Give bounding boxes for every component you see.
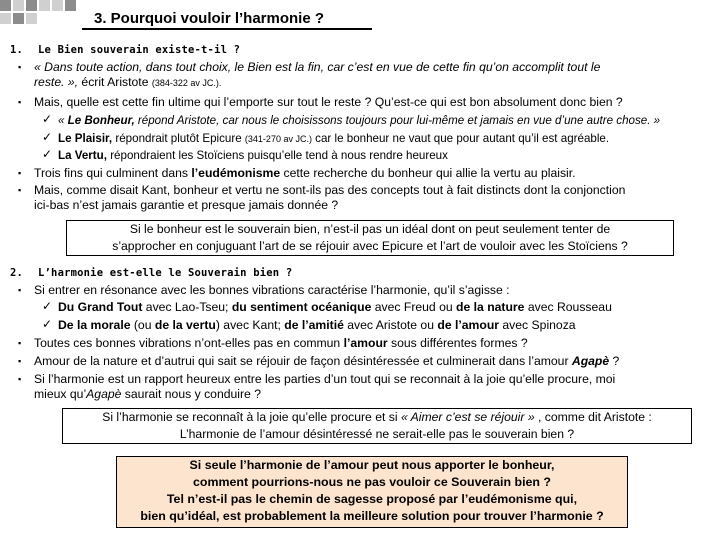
square-bullet-icon: ▪ <box>18 374 22 384</box>
conclusion-line-3: Tel n’est-il pas le chemin de sagesse proposé par l’eudémonisme qui, <box>166 492 578 506</box>
term-eudemonisme: l’eudémonisme <box>191 166 281 180</box>
s1-check-1: ✓ « Le Bonheur, répond Aristote, car nous le choisissons toujours pour lui-même et jamais en vue d’une autre chose. » <box>42 112 661 127</box>
check-icon: ✓ <box>42 147 53 161</box>
section-2-title: L’harmonie est-elle le Souverain bien ? <box>38 267 293 279</box>
section-2-heading <box>10 265 292 279</box>
slide-title: 3. Pourquoi vouloir l’harmonie ? <box>94 10 325 27</box>
square-bullet-icon: ▪ <box>18 285 22 295</box>
section-1-heading <box>10 42 240 56</box>
s2-bullet-4: ▪ Si l’harmonie est un rapport heureux entre les parties d’un tout qui se reconnait à la joie qu’elle procure, moi mieux qu’Agapè saurait nous y conduire ? <box>18 372 616 401</box>
s2-check-1: ✓ Du Grand Tout avec Lao-Tseu; du sentiment océanique avec Freud ou de la nature avec Rousseau <box>42 299 612 314</box>
s1-bullet-1-cont: reste. », écrit Aristote (384-322 av JC.). <box>34 75 222 89</box>
title-decoration <box>0 0 80 24</box>
s1-bullet-1 <box>18 60 601 75</box>
s2-question-box: Si l’harmonie se reconnaît à la joie qu’elle procure et si « Aimer c’est se réjouir » , comme dit Aristote : L’harmonie de l’amour désintéressé ne serait-elle pas le souverain bien ? <box>62 408 692 444</box>
s1-check-3: ✓ La Vertu, répondraient les Stoïciens puisqu’elle tend à nous rendre heureux <box>42 147 448 162</box>
s2-bullet-3: ▪ Amour de la nature et d’autrui qui sait se réjouir de façon désintéressée et culminerait dans l’amour Agapè ? <box>18 354 620 368</box>
term-amour: l’amour <box>343 336 388 350</box>
aristote-quote-end: reste. », <box>34 75 79 89</box>
check-icon: ✓ <box>42 130 53 144</box>
conclusion-box <box>116 456 628 528</box>
square-bullet-icon: ▪ <box>18 185 22 195</box>
epicure-dates: (341-270 av JC.) <box>244 134 312 144</box>
square-bullet-icon: ▪ <box>18 338 22 348</box>
check-icon: ✓ <box>42 112 53 126</box>
section-1-title: Le Bien souverain existe-t-il ? <box>38 44 241 56</box>
term-agape: Agapè <box>571 354 610 368</box>
section-1-number: 1. <box>10 44 24 56</box>
section-2-number: 2. <box>10 267 24 279</box>
conclusion-line-2: comment pourrions-nous ne pas vouloir ce Souverain bien ? <box>192 475 551 489</box>
s1-question-box: Si le bonheur est le souverain bien, n’est-il pas un idéal dont on peut seulement tenter de s’approcher en conjuguant l’art de se réjouir avec Epicure et l’art de vouloir avec les Stoïciens ? <box>66 220 674 256</box>
s1-bullet-3: ▪ Trois fins qui culminent dans l’eudémonisme cette recherche du bonheur qui allie la vertu au plaisir. <box>18 166 576 180</box>
s2-bullet-2: ▪ Toutes ces bonnes vibrations n’ont-elles pas en commun l’amour sous différentes formes ? <box>18 336 528 350</box>
conclusion-line-1: Si seule l’harmonie de l’amour peut nous apporter le bonheur, <box>189 458 555 472</box>
s1-bullet-2: ▪ Mais, quelle est cette fin ultime qui l’emporte sur tout le reste ? Qu’est-ce qui est bon absolument donc bien ? <box>18 95 623 109</box>
conclusion-line-4: bien qu’idéal, est probablement la meilleure solution pour trouver l’harmonie ? <box>140 509 604 523</box>
term-plaisir: Le Plaisir, <box>58 132 113 145</box>
aristote-dates: (384-322 av JC.). <box>151 78 222 88</box>
square-bullet-icon: ▪ <box>18 62 22 72</box>
check-icon: ✓ <box>42 299 53 313</box>
term-vertu: La Vertu, <box>58 149 107 162</box>
s1-bullet-4: ▪ Mais, comme disait Kant, bonheur et vertu ne sont-ils pas des concepts tout à fait distincts dont la conjonction ici-bas n’est jamais garantie et presque jamais donnée ? <box>18 183 626 212</box>
s1-check-2: ✓ Le Plaisir, répondrait plutôt Epicure (341-270 av JC.) car le bonheur ne vaut que pour autant qu’il est agréable. <box>42 130 610 145</box>
aristote-quote: « Dans toute action, dans tout choix, le Bien est la fin, car c’est en vue de cette fin qu’on accomplit tout le <box>34 60 601 74</box>
s2-bullet-1: ▪ Si entrer en résonance avec les bonnes vibrations caractérise l’harmonie, qu’il s’agisse : <box>18 283 510 297</box>
title-underline <box>82 28 372 30</box>
term-bonheur: Le Bonheur, <box>67 114 135 127</box>
check-icon: ✓ <box>42 317 53 331</box>
square-bullet-icon: ▪ <box>18 356 22 366</box>
s2-check-2: ✓ De la morale (ou de la vertu) avec Kant; de l’amitié avec Aristote ou de l’amour avec Spinoza <box>42 317 576 332</box>
square-bullet-icon: ▪ <box>18 168 22 178</box>
square-bullet-icon: ▪ <box>18 97 22 107</box>
